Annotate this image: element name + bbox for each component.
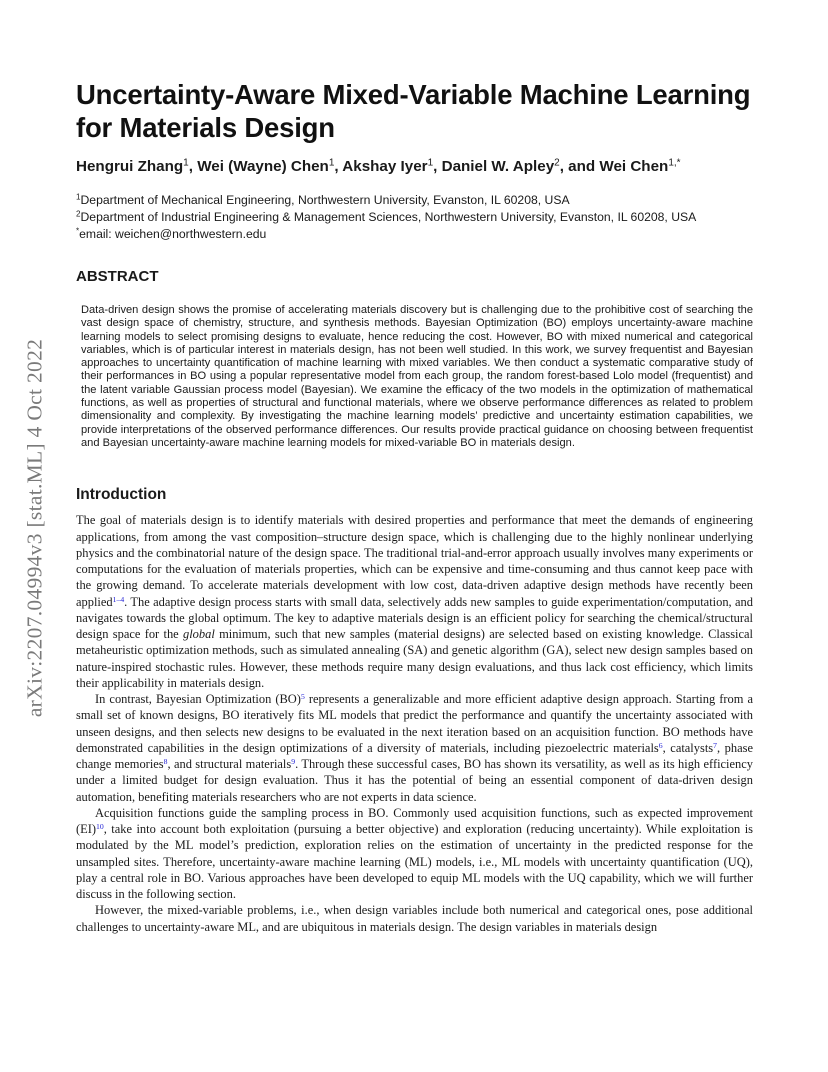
affiliation-mark: 1 (76, 192, 81, 202)
affiliation-text: Department of Mechanical Engineering, Northwestern University, Evanston, IL 60208, USA (80, 193, 570, 207)
abstract-heading: ABSTRACT (76, 268, 159, 285)
paragraph (76, 902, 753, 935)
author-name: Akshay Iyer (342, 158, 428, 175)
author-list (76, 157, 753, 177)
text-run: , and structural materials (167, 757, 292, 772)
citation-number: 5 (300, 691, 305, 701)
author-name: Wei Chen (599, 158, 669, 175)
emphasis-text: global (182, 627, 215, 642)
author-separator: , (188, 158, 198, 175)
citation-number: 6 (658, 740, 663, 750)
text-run: Acquisition functions guide the sampling process in BO. Commonly used acquisition functions, such as expected improvement (EI) (76, 805, 753, 837)
citation-number: 1–4 (112, 594, 125, 604)
abstract-body: Data-driven design shows the promise of accelerating materials discovery but is challenging due to the prohibitive cost of searching the vast design space of chemistry, structure, and synthesis methods. Bayesian Optimization (BO) employs uncertainty-aware machine learning models to select promising designs to evaluate, hence reducing the cost. However, BO with mixed numerical and categorical variables, which is of particular interest in materials design, has not been well studied. In this work, we survey frequentist and Bayesian approaches to uncertainty quantification of machine learning with mixed variables. We then conduct a systematic comparative study of their performances in BO using a popular representative model from each group, the random forest-based Lolo model (frequentist) and the latent variable Gaussian process model (Bayesian). We examine the efficacy of the two models in the optimization of mathematical functions, as well as properties of structural and functional materials, where we observe performance differences as related to problem dimensionality and complexity. By investigating the machine learning models’ predictive and uncertainty estimation capabilities, we provide interpretations of the observed performance differences. Our results provide practical guidance on choosing between frequentist and Bayesian uncertainty-aware machine learning models for mixed-variable BO in materials design. (81, 304, 753, 449)
citation-number: 7 (713, 740, 717, 750)
contact-email-line (76, 226, 753, 243)
author-separator: , (334, 158, 343, 175)
text-run: In contrast, Bayesian Optimization (BO) (95, 692, 301, 707)
author-affiliation-mark: 2 (554, 157, 560, 169)
paper-page (76, 78, 753, 935)
affiliation-line (76, 209, 753, 226)
author-affiliation-mark: 1 (183, 157, 189, 169)
author-affiliation-mark: 1,* (668, 157, 681, 169)
author-name: Wei (Wayne) Chen (197, 158, 329, 175)
text-run: , catalysts (662, 740, 714, 755)
text-run: The goal of materials design is to identify materials with desired properties and performance that meet the demands of engineering applications, from among the vast composition–structure design space, which is challenging due to the highly nonlinear underlying physics and the combinatorial nature of the design space. The traditional trial-and-error approach usually involves many experiments or computations for the evaluation of materials properties, which can be expensive and time-consuming and thus cannot keep pace with the growing demand. To accelerate materials development with low cost, data-driven adaptive design methods have recently been applied (76, 513, 753, 609)
affiliation-line (76, 192, 753, 209)
arxiv-identifier: arXiv:2207.04994v3 [stat.ML] 4 Oct 2022 (22, 338, 47, 718)
author-name: Hengrui Zhang (76, 158, 184, 175)
text-run: represents a generalizable and more efficient adaptive design approach. Starting from a small set of known designs, BO iteratively fits ML models that predict the performance and quantify the uncertainty associated with unseen designs, and then selects new designs to be evaluated in the next iteration based on an acquisition function. BO methods have demonstrated capabilities in the design optimizations of a diversity of materials, including piezoelectric materials (76, 692, 754, 755)
contact-email: email: weichen@northwestern.edu (79, 227, 267, 241)
affiliations (76, 192, 753, 243)
author-separator: , and (559, 158, 600, 175)
affiliation-mark: 2 (76, 209, 81, 219)
affiliation-text: Department of Industrial Engineering & Management Sciences, Northwestern University, Evanston, IL 60208, USA (80, 210, 697, 224)
text-run: . The adaptive design process starts with small data, selectively adds new samples to guide experimentation/computation, and navigates towards the global optimum. The key to adaptive materials design is an efficient policy for searching the chemical/structural design space for the (76, 594, 753, 642)
text-run: , phase change memories (76, 740, 753, 772)
paper-title (76, 78, 753, 144)
title-line-1: Uncertainty-Aware Mixed-Variable Machine Learning (76, 79, 751, 110)
citation-link[interactable] (96, 822, 104, 836)
arxiv-sidebar-stamp (22, 291, 48, 765)
citation-link[interactable] (113, 595, 125, 609)
text-run: minimum, such that new samples (material designs) are selected based on existing knowledge. Classical metaheuristic optimization methods, such as simulated annealing (SA) and genetic algorithm (GA), select new design samples based on nature-inspired stochastic rules. However, these methods require many design evaluations, and thus lack cost efficiency, which limits their applicability in materials design. (76, 627, 753, 690)
author-affiliation-mark: 1 (328, 157, 335, 169)
introduction-heading: Introduction (76, 486, 167, 504)
text-run: However, the mixed-variable problems, i.e., when design variables include both numerical and categorical ones, pose additional challenges to uncertainty-aware ML, and are ubiquitous in materials design. The design variables in materials design (76, 903, 753, 934)
paragraph (76, 805, 753, 903)
text-run: , take into account both exploitation (pursuing a better objective) and exploration (reducing uncertainty). While exploitation is modulated by the ML model’s prediction, exploration relies on the estimation of uncertainty in the predicted response for the unsampled sites. Therefore, uncertainty-aware machine learning (ML) models, i.e., ML models with uncertainty quantification (UQ), play a central role in BO. Various approaches have been developed to equip ML models with the UQ capability, which we will further discuss in the following section. (76, 822, 753, 902)
author-separator: , (433, 158, 442, 175)
citation-number: 9 (291, 756, 296, 766)
title-line-2: for Materials Design (76, 112, 335, 143)
text-run: . Through these successful cases, BO has shown its versatility, as well as its high efficiency under a limited budget for design evaluation. Thus it has the potential of being an essential component of data-driven design automation, benefiting materials researchers who are not experts in data science. (76, 757, 753, 804)
affiliation-mark: * (76, 226, 80, 236)
citation-number: 10 (96, 821, 104, 831)
author-affiliation-mark: 1 (427, 157, 434, 169)
paragraph (76, 691, 753, 805)
paragraph (76, 512, 753, 691)
citation-number: 8 (163, 756, 168, 766)
author-name: Daniel W. Apley (441, 158, 555, 175)
introduction-body (76, 512, 753, 935)
